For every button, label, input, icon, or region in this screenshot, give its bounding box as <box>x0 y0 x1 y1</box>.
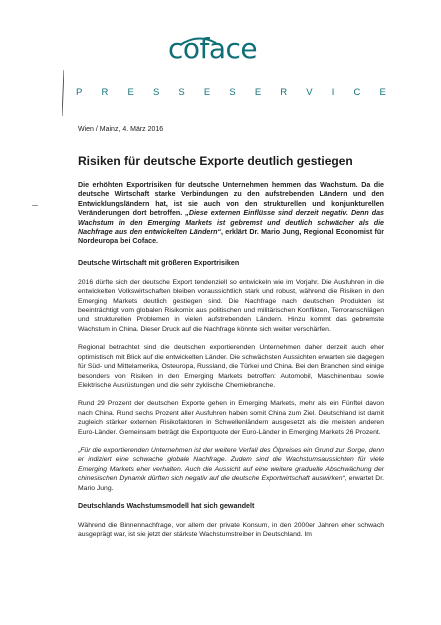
presseservice-letter: S <box>152 87 160 98</box>
page-title: Risiken für deutsche Exporte deutlich gestiegen <box>78 154 353 168</box>
lead-attribution: , erklärt Dr. Mario Jung, Regional Economist für Nordeuropa bei Coface. <box>78 228 384 246</box>
paragraph-3: Rund 29 Prozent der deutschen Exporte gehen in Emerging Markets, mehr als ein Fünftel davon nach China. Rund sechs Prozent aller Ausfuhren haben somit China zum Ziel. Deutschland ist damit zugleich stärker externen Risikofaktoren in Schwellenländern ausgesetzt als die meisten anderen Euro-Länder. Gemeinsam beträgt die Exportquote der Euro-Länder in Emerging Markets 26 Prozent. <box>78 400 384 436</box>
quote-text: „Für die exportierenden Unternehmen ist der weitere Verfall des Ölpreises ein Grund zur Sorge, denn er indiziert eine schwache globale Nachfrage. Zudem sind die Wachstumsaussichten für viele Emerging Markets eher verhalten. Auch die Aussicht auf eine weitere graduelle Abschwächung der chinesischen Dynamik dürften sich negativ auf die deutsche Exportwirtschaft auswirken“ <box>78 446 384 483</box>
lead-intro: Die erhöhten Exportrisiken für deutsche Unternehmen hemmen das Wachstum. Da die deutsche Wirtschaft starke Verbindungen zu den aufstrebenden Ländern und den Entwicklungsländern hat, ist sie auch von den strukturellen und konjunkturellen Veränderungen dort betroffen. <box>78 181 384 218</box>
paragraph-5: Während die Binnennachfrage, vor allem der private Konsum, in den 2000er Jahren eher schwach ausgeprägt war, ist sie jetzt der stärkste Wachstumstreiber in Deutschland. Im <box>78 521 384 539</box>
divider-slash-icon <box>62 70 64 116</box>
press-release-body <box>78 125 384 549</box>
presseservice-letter: R <box>280 87 288 98</box>
presseservice-letter: E <box>379 87 386 98</box>
presseservice-letter: E <box>203 87 211 98</box>
lead-paragraph <box>78 181 384 247</box>
presseservice-letter: E <box>254 87 262 98</box>
paragraph-2: Regional betrachtet sind die deutschen exportierenden Unternehmen daher derzeit auch eher optimistisch mit Blick auf die entwickelten Länder. Die schwächsten Aussichten erwarten sie dagegen für Süd- und Mittelamerika, Osteuropa, Russland, die Türkei und China. Bei den Branchen sind einige besonders von Risiken in den Emerging Markets betroffen: Automobil, Maschinenbau sowie Elektrische Ausrüstungen und die sehr zyklische Chemiebranche. <box>78 344 384 389</box>
presseservice-letter: S <box>178 87 185 98</box>
date-line: Wien / Mainz, 4. März 2016 <box>78 126 164 133</box>
quote-attribution: , erwartet Dr. Mario Jung. <box>78 475 384 492</box>
logo-wordmark: coface <box>168 32 258 65</box>
presseservice-letter: V <box>306 87 313 98</box>
coface-logo <box>168 34 278 68</box>
section-heading-growth-model: Deutschlands Wachstumsmodell hat sich gewandelt <box>78 501 255 510</box>
paragraph-4-quote <box>78 446 384 493</box>
presseservice-letter: R <box>101 87 109 98</box>
presseservice-letter: I <box>331 87 335 98</box>
margin-mark <box>32 205 38 206</box>
presseservice-header <box>76 87 386 98</box>
presseservice-letter: P <box>76 87 83 98</box>
lead-quote: „Diese externen Einflüsse sind derzeit negativ. Denn das Wachstum in den Emerging Markets ist gebremst und deutlich schwächer als die Nachfrage aus den entwickelten Ländern“ <box>78 209 384 237</box>
paragraph-1: 2016 dürfte sich der deutsche Export tendenziell so entwickeln wie im Vorjahr. Die Ausfuhren in die entwickelten Volkswirtschaften bleiben voraussichtlich stark und robust, während die Risiken in den Emerging Markets deutlich gestiegen sind. Die Nachfrage nach deutschen Produkten ist beeinträchtigt vom globalen Risikomix aus politischen und militärischen Konflikten, Terroranschlägen und strukturellen Problemen in vielen aufstrebenden Ländern. Hinzu kommt das gebremste Wachstum in China. Dieser Druck auf die Nachfrage könnte sich weiter verschärfen. <box>78 278 384 333</box>
presseservice-letter: S <box>229 87 236 98</box>
section-heading-exports: Deutsche Wirtschaft mit größeren Exportrisiken <box>78 258 240 267</box>
presseservice-letter: E <box>127 87 134 98</box>
presseservice-letter: C <box>353 87 361 98</box>
